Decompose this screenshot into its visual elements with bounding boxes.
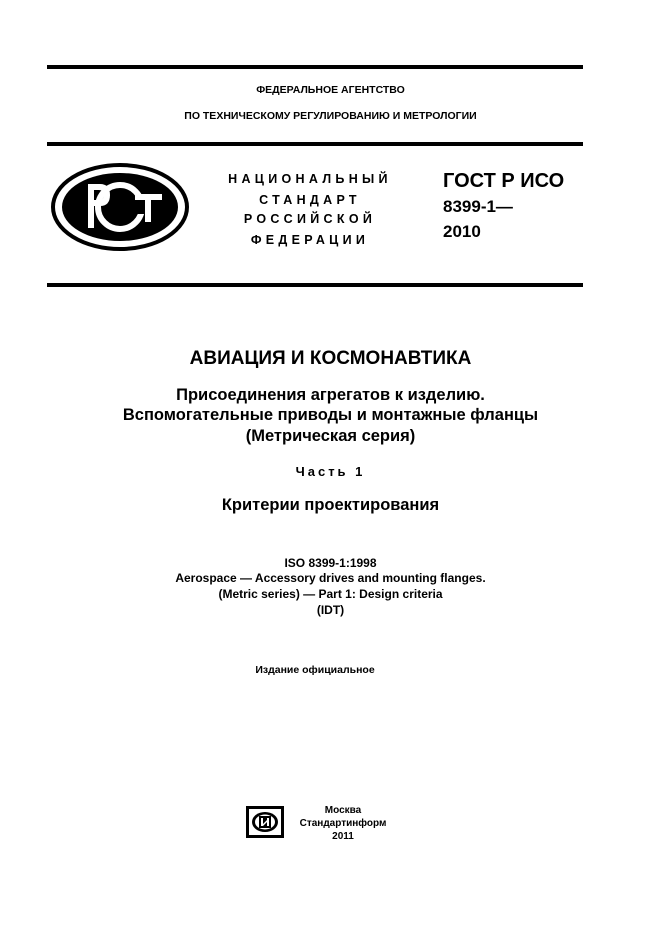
publisher-city: Москва bbox=[324, 805, 362, 816]
standard-type-line-1: НАЦИОНАЛЬНЫЙ bbox=[228, 172, 392, 186]
title-rule bbox=[47, 283, 583, 287]
edition-label: Издание официальное bbox=[255, 664, 375, 676]
iso-line-2: Aerospace — Accessory drives and mounting flanges. bbox=[175, 571, 486, 585]
gost-logo-icon bbox=[50, 162, 190, 252]
part-label: Часть 1 bbox=[295, 464, 366, 479]
designation-line-2: 8399-1— bbox=[443, 197, 513, 216]
publisher-logo bbox=[246, 806, 284, 838]
standard-type-line-3: РОССИЙСКОЙ bbox=[243, 212, 377, 226]
iso-line-4: (IDT) bbox=[316, 603, 345, 617]
header-rule bbox=[47, 142, 583, 146]
top-rule bbox=[47, 65, 583, 69]
agency-line-1: ФЕДЕРАЛЬНОЕ АГЕНТСТВО bbox=[256, 84, 405, 96]
subtitle-line-2: Вспомогательные приводы и монтажные фланцы bbox=[122, 406, 539, 424]
gost-logo bbox=[50, 162, 190, 252]
iso-line-1: ISO 8399-1:1998 bbox=[284, 556, 377, 570]
standard-type-line-2: СТАНДАРТ bbox=[259, 193, 361, 207]
standartinform-logo-icon bbox=[246, 806, 284, 838]
designation-line-1: ГОСТ Р ИСО bbox=[443, 170, 565, 192]
subtitle-line-3: (Метрическая серия) bbox=[245, 427, 416, 445]
subtitle-line-1: Присоединения агрегатов к изделию. bbox=[176, 386, 485, 404]
standard-type-line-4: ФЕДЕРАЦИИ bbox=[250, 233, 370, 247]
designation-line-3: 2010 bbox=[443, 222, 481, 241]
main-title: АВИАЦИЯ И КОСМОНАВТИКА bbox=[189, 348, 472, 369]
iso-line-3: (Metric series) — Part 1: Design criteria bbox=[218, 587, 443, 601]
publisher-name: Стандартинформ bbox=[299, 818, 387, 829]
part-title: Критерии проектирования bbox=[221, 496, 440, 514]
agency-line-2: ПО ТЕХНИЧЕСКОМУ РЕГУЛИРОВАНИЮ И МЕТРОЛОГИИ bbox=[184, 110, 477, 122]
publisher-year: 2011 bbox=[332, 831, 354, 842]
